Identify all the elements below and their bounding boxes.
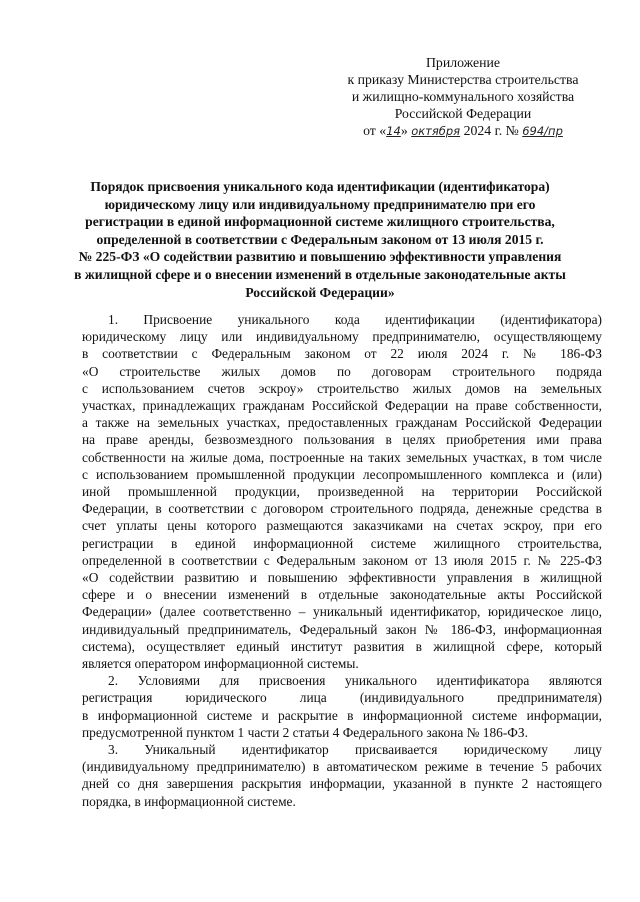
text-line: (индивидуальному предпринимателю) в автоматическом режиме в течение 5 рабочих — [82, 759, 602, 775]
text-line: порядка, в информационной системе. — [82, 793, 296, 809]
text-line: Федерации, в соответствии с договором строительного подряда, денежные средства в — [82, 501, 602, 517]
order-number: 694/пр — [522, 124, 563, 138]
text-line: «О содействии развитию и повышению эффективности управления в жилищной — [82, 570, 602, 586]
text-line: определенной в соответствии с Федеральным законом от 13 июля 2015 г. № 225-ФЗ — [82, 552, 602, 568]
document-body — [82, 311, 602, 810]
text-line: является оператором информационной системы. — [82, 656, 359, 672]
date-mid: » — [400, 123, 408, 138]
text-line: сфере и о внесении изменений в отдельные законодательные акты Российской — [82, 587, 602, 603]
document-title — [40, 178, 600, 301]
text-line: в информационной системе и раскрытие в информационной системе информации, — [82, 707, 602, 723]
text-line: с использованием счетов эскроу» строительство жилых домов на земельных — [82, 380, 602, 396]
text-line: 1. Присвоение уникального кода идентификации (идентификатора) — [108, 312, 602, 327]
text-line: участках, принадлежащих гражданам Российской Федерации на праве собственности, — [82, 398, 602, 414]
title-line: № 225-ФЗ «О содействии развитию и повышению эффективности управления — [78, 249, 562, 265]
text-line: юридическому лицу или индивидуальному предпринимателю, осуществляющему — [82, 329, 602, 345]
text-line: на праве аренды, безвозмездного пользования в целях приобретения ими права — [82, 432, 602, 448]
text-line: с использованием промышленной продукции лесопромышленного комплекса и (или) — [82, 466, 602, 482]
appendix-line: и жилищно-коммунального хозяйства — [351, 89, 575, 104]
title-line: регистрации в единой информационной системе жилищного строительства, — [85, 214, 555, 230]
title-line: Российской Федерации» — [245, 284, 395, 300]
text-line: индивидуальный предприниматель, Федеральный закон № 186-ФЗ, информационная — [82, 621, 602, 637]
text-line: дней со дня завершения раскрытия информации, указанной в пункте 2 настоящего — [82, 776, 602, 792]
text-line: «О строительстве жилых домов по договорам строительного подряда — [82, 363, 602, 379]
date-suffix: 2024 г. № — [463, 123, 519, 138]
paragraph-1 — [82, 311, 602, 672]
text-line: 2. Условиями для присвоения уникального идентификатора являются — [108, 673, 602, 689]
appendix-line: Российской Федерации — [394, 106, 532, 121]
text-line: система), осуществляет единый институт развития в жилищной сфере, который — [82, 638, 602, 654]
appendix-line: Приложение — [425, 55, 501, 70]
text-line: иной промышленной продукции, произведенной на территории Российской — [82, 484, 602, 500]
order-date-line — [318, 122, 608, 140]
text-line: предусмотренной пунктом 1 части 2 статьи 4 Федерального закона № 186-ФЗ. — [82, 724, 528, 740]
text-line: Федерации» (далее соответственно – уникальный идентификатор, юридическое лицо, — [82, 604, 602, 620]
title-line: Порядок присвоения уникального кода идентификации (идентификатора) — [90, 179, 550, 194]
order-day: 14 — [386, 124, 401, 138]
paragraph-2 — [82, 672, 602, 741]
text-line: регистрация юридического лица (индивидуального предпринимателя) — [82, 690, 602, 706]
title-line: юридическому лицу или индивидуальному предпринимателю при его — [104, 196, 536, 212]
date-prefix: от « — [363, 123, 387, 138]
text-line: а также на земельных участках, предоставленных гражданам Российской Федерации — [82, 415, 602, 431]
paragraph-3 — [82, 741, 602, 810]
order-month: октября — [411, 124, 461, 138]
title-line: определенной в соответствии с Федеральным законом от 13 июля 2015 г. — [96, 231, 544, 247]
title-line: в жилищной сфере и о внесении изменений в отдельные законодательные акты — [74, 266, 566, 282]
text-line: собственности на жилые дома, построенные на таких земельных участках, в том числе — [82, 449, 602, 465]
text-line: счет уплаты цены которого размещаются заказчиками на счетах эскроу, при его — [82, 518, 602, 534]
appendix-header — [318, 54, 608, 140]
appendix-line: к приказу Министерства строительства — [347, 72, 579, 87]
text-line: 3. Уникальный идентификатор присваивается юридическому лицу — [108, 742, 602, 758]
text-line: в соответствии с Федеральным законом от 22 июля 2024 г. № 186-ФЗ — [82, 346, 602, 362]
text-line: регистрации в единой информационной системе жилищного строительства, — [82, 535, 602, 551]
